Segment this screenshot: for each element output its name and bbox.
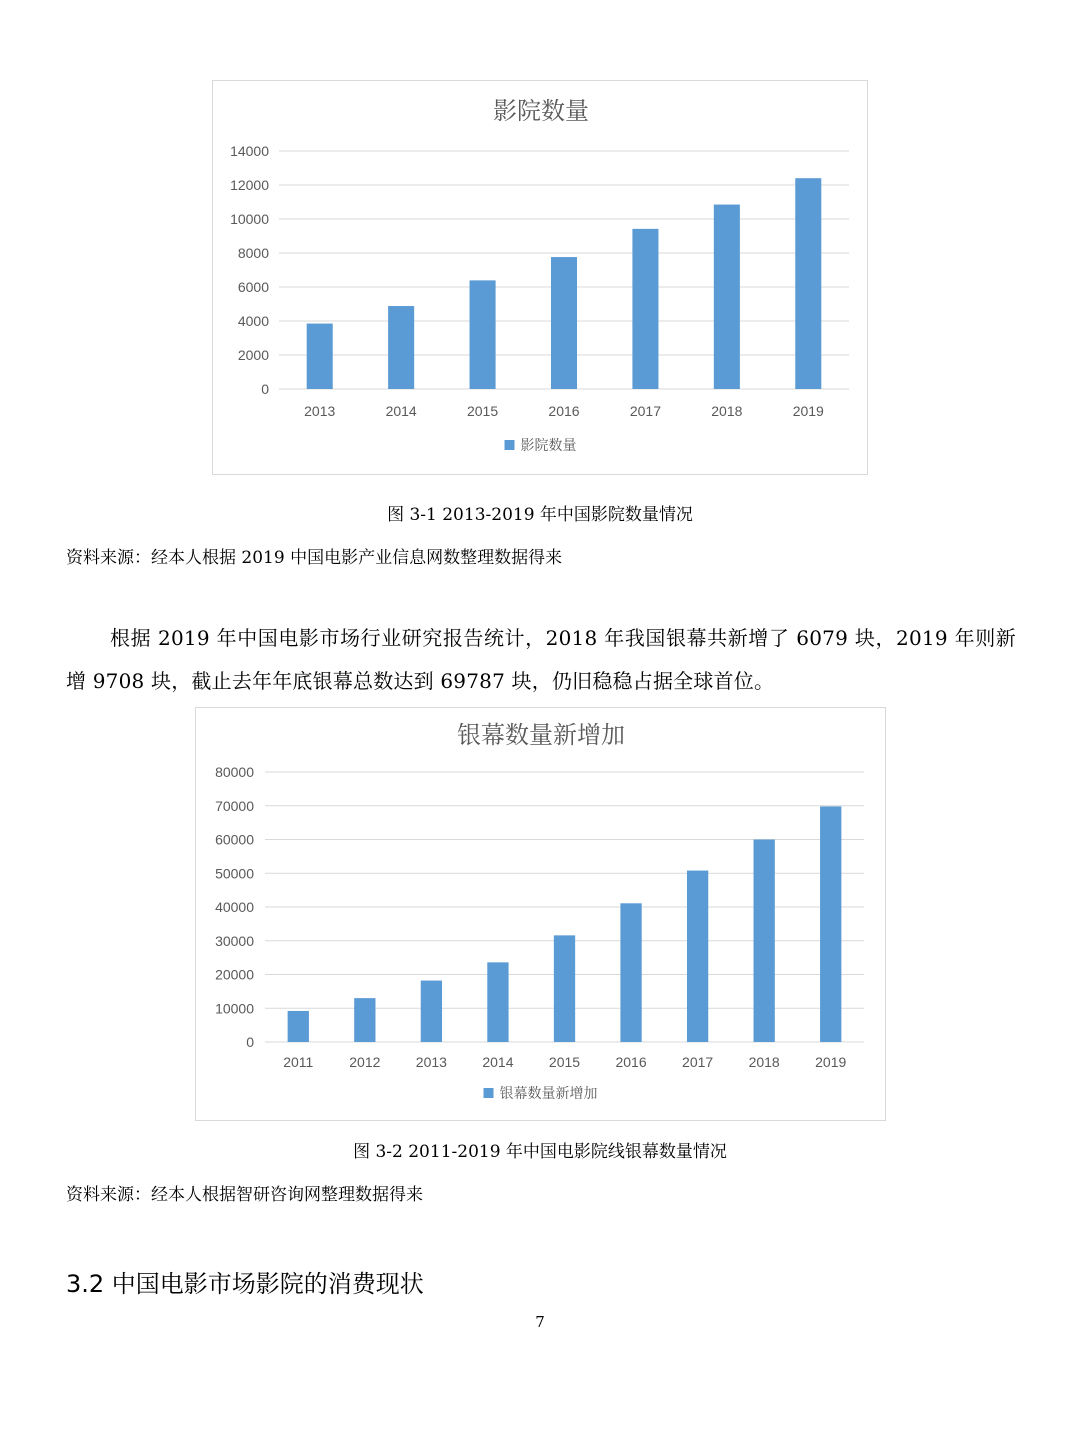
legend-swatch [484,1088,494,1098]
bar [354,998,375,1042]
chart-cinema-count [212,80,868,475]
bar [687,871,708,1042]
bar [714,205,740,389]
y-tick-label: 80000 [215,764,254,780]
y-tick-label: 0 [246,1034,254,1050]
chart-cinema-count-svg [213,81,869,476]
bar [288,1011,309,1042]
bar [620,903,641,1042]
x-tick-label: 2015 [466,403,499,419]
bar [307,324,333,389]
y-tick-label: 14000 [230,143,269,159]
section-heading: 3.2 中国电影市场影院的消费现状 [66,1270,424,1298]
bar [388,306,414,389]
y-tick-label: 10000 [215,1000,254,1017]
legend-swatch [505,440,515,450]
x-tick-label: 2014 [482,1054,514,1070]
y-tick-label: 6000 [237,279,269,295]
x-tick-label: 2018 [711,403,743,419]
chart-screen-count-svg [196,708,887,1122]
y-tick-label: 40000 [215,899,254,915]
y-tick-label: 0 [261,381,269,397]
y-tick-label: 50000 [215,865,254,882]
y-tick-label: 10000 [230,211,269,227]
y-tick-label: 60000 [215,831,254,848]
chart-title: 影院数量 [493,97,589,125]
x-tick-label: 2016 [548,403,580,419]
x-tick-label: 2012 [349,1054,381,1070]
chart-screen-count [195,707,886,1121]
y-tick-label: 4000 [237,313,269,329]
bar [421,981,442,1042]
page-number: 7 [535,1313,545,1331]
x-tick-label: 2011 [283,1054,314,1070]
legend-label: 影院数量 [520,438,577,454]
y-tick-label: 8000 [237,245,269,261]
figure-1-caption: 图 3-1 2013-2019 年中国影院数量情况 [387,505,693,525]
bar [551,257,577,389]
y-tick-label: 20000 [215,966,254,983]
x-tick-label: 2019 [792,403,824,419]
x-tick-label: 2014 [385,403,417,419]
x-tick-label: 2018 [748,1054,780,1070]
figure-2-source: 资料来源：经本人根据智研咨询网整理数据得来 [66,1185,423,1205]
legend-label: 银幕数量新增加 [499,1086,598,1102]
x-tick-label: 2016 [615,1054,647,1070]
bar [795,178,821,389]
bar [820,806,841,1042]
bar [487,962,508,1042]
y-tick-label: 30000 [215,932,254,949]
bar [632,229,658,389]
bar [470,280,496,389]
x-tick-label: 2015 [548,1054,581,1070]
y-tick-label: 12000 [230,177,269,193]
x-tick-label: 2017 [682,1054,714,1070]
x-tick-label: 2013 [415,1054,447,1070]
x-tick-label: 2013 [304,403,336,419]
figure-1-source: 资料来源：经本人根据 2019 中国电影产业信息网数整理数据得来 [66,548,563,568]
y-tick-label: 70000 [215,797,254,814]
bar [754,840,775,1043]
chart-title: 银幕数量新增加 [457,721,625,749]
bar [554,935,575,1042]
body-paragraph: 根据 2019 年中国电影市场行业研究报告统计，2018 年我国银幕共新增了 6079 块，2019 年则新增 9708 块，截止去年年底银幕总数达到 69787 块，仍旧稳稳占据全球首位。 [66,626,1016,693]
figure-2-caption: 图 3-2 2011-2019 年中国电影院线银幕数量情况 [353,1142,727,1162]
y-tick-label: 2000 [237,347,269,363]
x-tick-label: 2017 [629,403,662,419]
x-tick-label: 2019 [815,1054,847,1070]
